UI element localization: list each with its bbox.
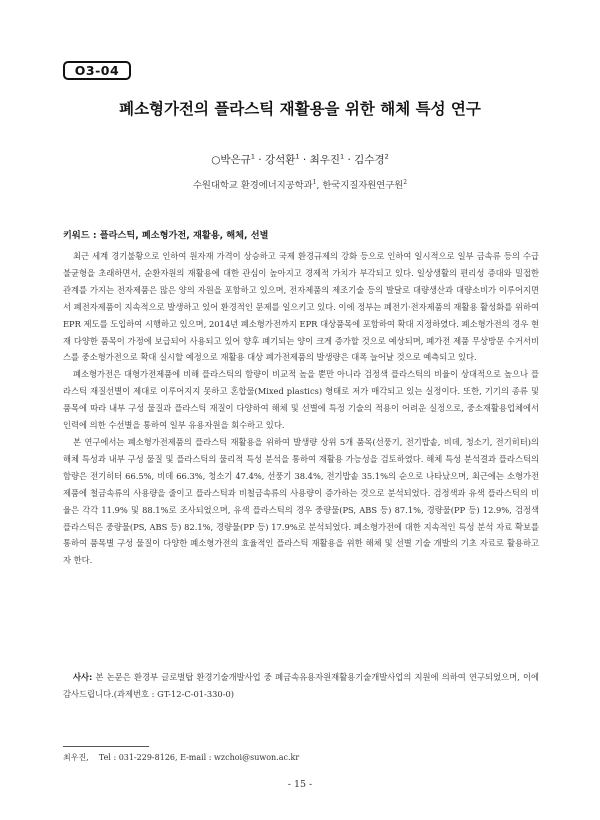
acknowledgment-text: 본 논문은 환경부 글로벌탑 환경기술개발사업 중 폐금속유용자원재활용기술개발사업의 지원에 의하여 연구되었으며, 이에 감사드립니다.(과제번호 : GT-12-C-01-330-0) [63, 672, 539, 699]
author-name: 강석환$^1$ [264, 152, 300, 166]
keywords: 키워드 : 플라스틱, 폐소형가전, 재활용, 해체, 선별 [63, 230, 269, 241]
author-name: 최우진$^1$ [309, 152, 345, 166]
author-affiliation-mark: 1 [295, 152, 300, 161]
author-name: 김수경$^2$ [354, 152, 389, 166]
affiliation-mark: 1 [312, 178, 317, 186]
author-affiliation-mark: 2 [384, 152, 389, 161]
page-number: - 15 - [287, 779, 313, 790]
author-affiliation-mark: 1 [340, 152, 345, 161]
body-paragraph: 폐소형가전은 대형가전제품에 비해 플라스틱의 함량이 비교적 높을 뿐만 아니라 검정색 플라스틱의 비율이 상대적으로 높으나 플라스틱 재질선별이 제대로 이루어지지 못하고 혼합물(Mixed plastics) 형태로 저가 매각되고 있는 실정이다. 또한, 기기의 종류 및 품목에 따라 내부 구성 물질과 플라스틱 재질이 다양하여 해체 및 선별에 특정 기술의 적용이 어려운 실정으로, 중소재활용업체에서 인력에 의한 수선별을 통하여 일부 유용자원을 회수하고 있다. [63, 369, 539, 431]
body-paragraph: 최근 세계 경기불황으로 인하여 원자재 가격이 상승하고 국제 환경규제의 강화 등으로 인하여 일시적으로 일부 금속류 등의 수급 불균형을 초래하면서, 순환자원의 재활용에 대한 관심이 높아지고 경제적 가치가 부각되고 있다. 일상생활의 편리성 증대와 밀접한 관계를 가지는 전자제품은 많은 양의 자원을 포함하고 있으며, 전자제품의 제조기술 등의 발달로 대량생산과 대량소비가 이루어지면서 폐전자제품이 지속적으로 발생하고 있어 환경적인 문제를 일으키고 있다. 이에 정부는 폐전기·전자제품의 재활용 활성화를 위하여 EPR 제도를 도입하여 시행하고 있으며, 2014년 폐소형가전까지 EPR 대상품목에 포함하여 확대 지정하였다. 폐소형가전의 경우 현재 다양한 품목이 가정에 보급되어 사용되고 있어 향후 폐기되는 양이 크게 증가할 것으로 예상되며, 폐가전 제품 무상방문 수거서비스를 중소형가전으로 확대 실시할 예정으로 재활용 대상 폐가전제품의 발생량은 대폭 늘어날 것으로 예측되고 있다. [63, 251, 539, 363]
abstract-body [63, 248, 539, 569]
body-paragraph: 본 연구에서는 폐소형가전제품의 플라스틱 재활용을 위하여 발생량 상위 5개 품목(선풍기, 전기밥솥, 비데, 청소기, 전기히터)의 해체 특성과 내부 구성 물질 및 플라스틱의 물리적 특성 분석을 통하여 재활용 가능성을 검토하였다. 해체 특성 분석결과 플라스틱의 함량은 전기히터 66.5%, 비데 66.3%, 청소기 47.4%, 선풍기 38.4%, 전기밥솥 35.1%의 순으로 나타났으며, 최근에는 소형가전제품에 철금속류의 사용량을 줄이고 플라스틱과 비철금속류의 사용량이 증가하는 것으로 분석되었다. 검정색과 유색 플라스틱의 비율은 각각 11.9% 및 88.1%로 조사되었으며, 유색 플라스틱의 경우 중량물(PS, ABS 등) 87.1%, 경량물(PP 등) 12.9%, 검정색 플라스틱은 중량물(PS, ABS 등) 82.1%, 경량물(PP 등) 17.9%로 분석되었다. 폐소형가전에 대한 지속적인 특성 분석 자료 확보를 통하여 품목별 구성 물질이 다양한 폐소형가전의 효율적인 플라스틱 재활용을 위한 해체 및 선별 기술 개발의 기초 자료로 활용하고자 한다. [63, 436, 539, 566]
author-list: ○박은규$^1$ · 강석환$^1$ · 최우진$^1$ · 김수경$^2$ [211, 152, 389, 166]
session-code-badge: O3-04 [63, 61, 131, 80]
acknowledgment-label: 사사: [73, 672, 93, 682]
footnote: 최우진, Tel : 031-229-8126, E-mail : wzchoi@suwon.ac.kr [63, 753, 300, 762]
affiliation-list: 수원대학교 환경에너지공학과$^1$, 한국지질자원연구원$^2$ [192, 178, 408, 191]
affiliation-mark: 2 [403, 178, 408, 186]
paper-title: 폐소형가전의 플라스틱 재활용을 위한 해체 특성 연구 [119, 100, 481, 118]
acknowledgment [63, 669, 539, 703]
affiliation-name: 수원대학교 환경에너지공학과$^1$ [192, 178, 317, 191]
footnote-divider [63, 746, 149, 747]
author-affiliation-mark: 1 [250, 152, 255, 161]
author-name: ○박은규$^1$ [211, 152, 255, 166]
affiliation-name: 한국지질자원연구원$^2$ [322, 178, 408, 191]
